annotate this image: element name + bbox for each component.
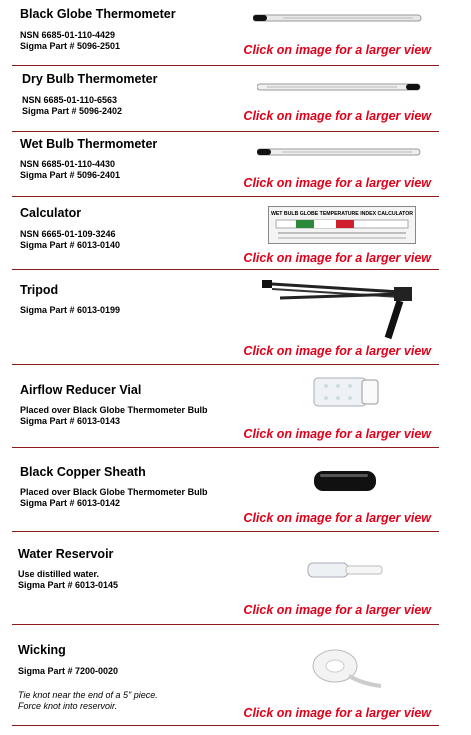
product-nsn: NSN 6665-01-109-3246 [20,229,116,239]
product-instruction: Force knot into reservoir. [18,701,118,711]
product-part-number: Sigma Part # 6013-0145 [18,580,119,590]
separator [12,196,439,197]
product-title: Dry Bulb Thermometer [22,72,158,86]
larger-view-link[interactable]: Click on image for a larger view [243,344,431,358]
product-part-number: Sigma Part # 6013-0140 [20,240,121,250]
product-part-number: Sigma Part # 6013-0143 [20,416,121,426]
wicking-image[interactable] [305,644,385,692]
product-title: Wicking [18,643,66,657]
product-title: Wet Bulb Thermometer [20,137,158,151]
larger-view-link[interactable]: Click on image for a larger view [243,706,431,720]
product-note: Placed over Black Globe Thermometer Bulb [20,487,208,497]
water-reservoir-image[interactable] [306,558,386,582]
product-note: Placed over Black Globe Thermometer Bulb [20,405,208,415]
product-title: Black Copper Sheath [20,465,146,479]
larger-view-link[interactable]: Click on image for a larger view [243,251,431,265]
product-title: Calculator [20,206,82,220]
black-copper-sheath-image[interactable] [312,468,380,494]
separator [12,269,439,270]
separator [12,364,439,365]
calculator-image[interactable] [268,206,416,244]
larger-view-link[interactable]: Click on image for a larger view [243,43,431,57]
separator [12,131,439,132]
larger-view-link[interactable]: Click on image for a larger view [243,109,431,123]
separator [12,624,439,625]
wet-bulb-thermometer-image[interactable] [257,147,422,157]
larger-view-link[interactable]: Click on image for a larger view [243,511,431,525]
separator [12,447,439,448]
dry-bulb-thermometer-image[interactable] [257,82,422,92]
black-globe-thermometer-image[interactable] [253,13,423,23]
product-part-number: Sigma Part # 6013-0142 [20,498,121,508]
product-title: Airflow Reducer Vial [20,383,142,397]
product-title: Tripod [20,283,59,297]
product-part-number: Sigma Part # 5096-2401 [20,170,121,180]
separator [12,65,439,66]
product-nsn: NSN 6685-01-110-6563 [22,95,118,105]
tripod-image[interactable] [260,276,420,340]
product-instruction: Tie knot near the end of a 5" piece. [18,690,158,700]
product-part-number: Sigma Part # 6013-0199 [20,305,121,315]
product-part-number: Sigma Part # 5096-2501 [20,41,121,51]
product-part-number: Sigma Part # 5096-2402 [22,106,123,116]
product-part-number: Sigma Part # 7200-0020 [18,666,119,676]
larger-view-link[interactable]: Click on image for a larger view [243,427,431,441]
product-note: Use distilled water. [18,569,100,579]
calculator-image-text: WET BULB GLOBE TEMPERATURE INDEX CALCULATOR [270,211,414,217]
larger-view-link[interactable]: Click on image for a larger view [243,176,431,190]
separator [12,725,439,726]
larger-view-link[interactable]: Click on image for a larger view [243,603,431,617]
product-nsn: NSN 6685-01-110-4430 [20,159,116,169]
product-title: Water Reservoir [18,547,114,561]
product-nsn: NSN 6685-01-110-4429 [20,30,116,40]
airflow-reducer-vial-image[interactable] [312,376,380,408]
separator [12,531,439,532]
product-title: Black Globe Thermometer [20,7,176,21]
